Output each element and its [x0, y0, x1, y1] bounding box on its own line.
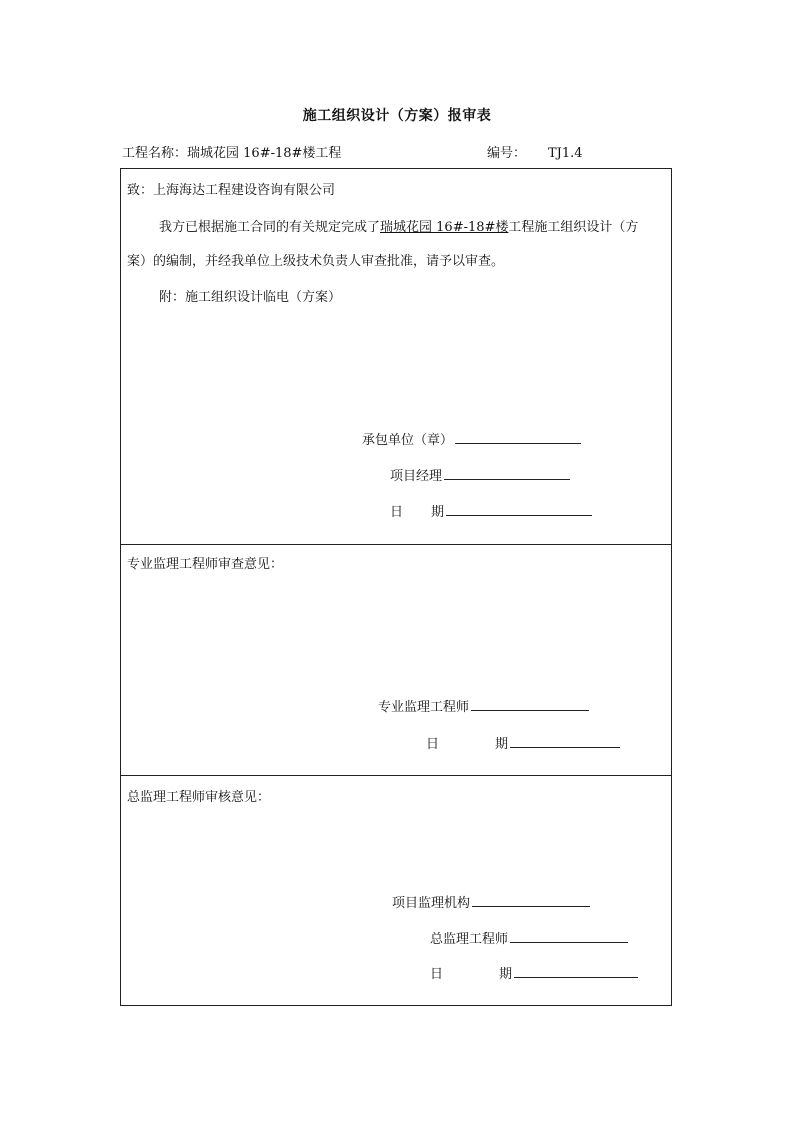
- chief-date-row: [430, 963, 638, 982]
- approval-form-table: [120, 168, 672, 1006]
- org-signature-row: [392, 892, 590, 911]
- specialist-review-section: [121, 544, 671, 776]
- org-signature-line[interactable]: [472, 894, 590, 907]
- chief-label: 总监理工程师: [430, 932, 509, 947]
- specialist-date-row: [426, 733, 620, 752]
- specialist-label: 专业监理工程师: [378, 700, 470, 715]
- submission-body-line-1: [159, 216, 638, 235]
- chief-date-line[interactable]: [514, 965, 638, 978]
- specialist-review-heading: 专业监理工程师审查意见：: [127, 557, 284, 572]
- body-text-post: 工程施工组织设计（方: [508, 220, 639, 235]
- chief-signature-row: [430, 928, 628, 947]
- form-title: 施工组织设计（方案）报审表: [302, 108, 492, 124]
- body-text-pre: 我方已根据施工合同的有关规定完成了: [159, 220, 381, 235]
- chief-signature-line[interactable]: [510, 930, 628, 943]
- addressee-line: 致：上海海达工程建设咨询有限公司: [127, 183, 336, 198]
- submission-date-row: [390, 501, 592, 520]
- contractor-signature-row: [362, 429, 581, 448]
- manager-signature-row: [390, 465, 570, 484]
- date-label-char-2: 期: [499, 967, 513, 982]
- date-label-char-1: 日: [430, 967, 444, 982]
- manager-label: 项目经理: [390, 469, 443, 484]
- project-name-label: 工程名称：: [122, 146, 188, 161]
- org-label: 项目监理机构: [392, 896, 471, 911]
- date-label-char-1: 日: [390, 505, 404, 520]
- chief-review-section: [121, 775, 671, 1005]
- form-number-field: [487, 142, 583, 161]
- specialist-signature-row: [378, 696, 589, 715]
- form-number-label: 编号：: [487, 146, 527, 161]
- submission-body-line-2: 案）的编制，并经我单位上级技术负责人审查批准，请予以审查。: [127, 254, 505, 269]
- attachment-line: 附：施工组织设计临电（方案）: [159, 290, 342, 305]
- body-project-name: 瑞城花园 16#-18#楼: [380, 220, 509, 235]
- form-number-value: TJ1.4: [548, 146, 583, 161]
- manager-signature-line[interactable]: [444, 467, 570, 480]
- contractor-signature-line[interactable]: [455, 431, 581, 444]
- chief-review-heading: 总监理工程师审核意见：: [127, 790, 271, 805]
- submission-date-line[interactable]: [446, 503, 592, 516]
- contractor-submission-section: [121, 169, 671, 545]
- date-label-char-2: 期: [431, 505, 445, 520]
- specialist-signature-line[interactable]: [471, 698, 589, 711]
- project-name-value: 瑞城花园 16#-18#楼工程: [187, 146, 342, 161]
- date-label-char-1: 日: [426, 737, 440, 752]
- date-label-char-2: 期: [495, 737, 509, 752]
- contractor-label: 承包单位（章）: [362, 433, 454, 448]
- specialist-date-line[interactable]: [510, 735, 620, 748]
- project-name-field: [122, 142, 341, 161]
